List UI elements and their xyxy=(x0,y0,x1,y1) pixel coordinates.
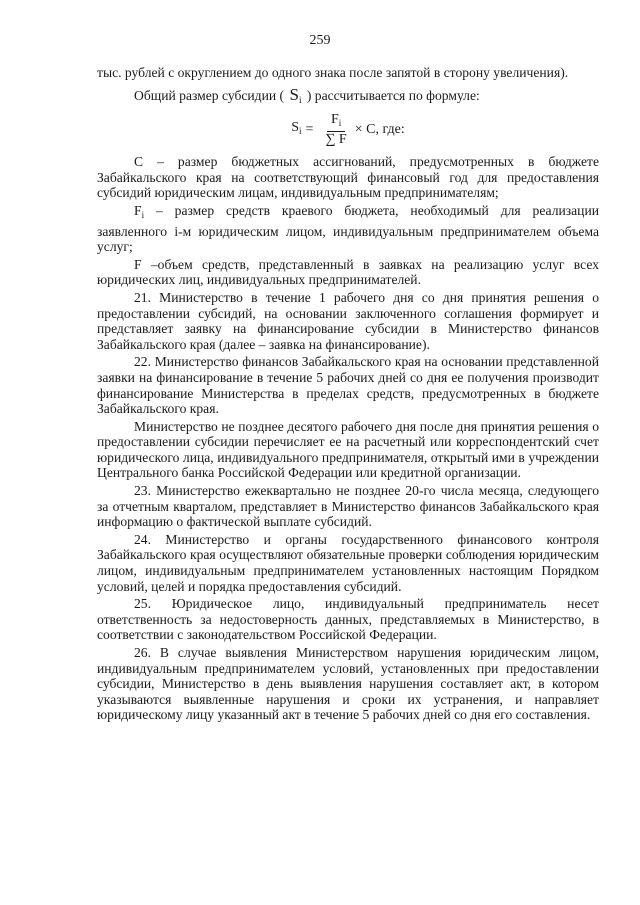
subsidy-symbol-subscript: i xyxy=(298,94,302,105)
subsidy-formula xyxy=(97,112,599,148)
paragraph-25: 25. Юридическое лицо, индивидуальный предприниматель несет ответственность за недостоверность данных, представляемых в Министерство, в соответствии с законодательством Российской Федерации. xyxy=(97,596,599,643)
paragraph-c-definition: C – размер бюджетных ассигнований, предусмотренных в бюджете Забайкальского края на соответствующий финансовый год для предоставления субсидий юридическим лицам, индивидуальным предпринимателям; xyxy=(97,154,599,201)
fi-definition-text: – размер средств краевого бюджета, необходимый для реализации заявленного i-м юридическим лицом, индивидуальным предпринимателем объема услуг; xyxy=(97,202,599,255)
paragraph-21: 21. Министерство в течение 1 рабочего дня со дня принятия решения о предоставлении субсидий, на основании заключенного соглашения формирует и представляет заявку на финансирование субсидии в Министерство финансов Забайкальского края (далее – заявка на финансирование). xyxy=(97,289,599,352)
formula-numerator-letter: F xyxy=(330,112,339,128)
formula-denominator: ∑ F xyxy=(325,132,347,148)
formula-tail: × C, где: xyxy=(354,122,405,138)
paragraph-22-continued: Министерство не позднее десятого рабочего дня после дня принятия решения о предоставлении субсидии перечисляет ее на расчетный или корреспондентский счет юридического лица, индивидуального предпринимателя, открытый ими в учреждении Центрального банка Российской Федерации или кредитной организации. xyxy=(97,418,599,481)
paragraph-continuation: тыс. рублей с округлением до одного знака после запятой в сторону увеличения). xyxy=(97,65,569,80)
intro-text-after: ) рассчитывается по формуле: xyxy=(306,87,480,103)
document-body xyxy=(97,65,599,725)
paragraph-subsidy-intro xyxy=(97,84,599,109)
paragraph-fi-definition xyxy=(97,203,599,255)
formula-numerator-subscript: i xyxy=(338,118,342,129)
formula-numerator xyxy=(327,112,345,132)
fi-subscript: i xyxy=(141,209,145,220)
formula-equals: = xyxy=(305,122,314,138)
intro-text-before: Общий размер субсидии ( xyxy=(134,87,285,103)
subsidy-symbol-letter: S xyxy=(289,84,299,104)
paragraph-f-definition: F –объем средств, представленный в заявках на реализацию услуг всех юридических лиц, индивидуальных предпринимателей. xyxy=(97,256,599,288)
paragraph-22: 22. Министерство финансов Забайкальского края на основании представленной заявки на финансирование в течение 5 рабочих дней со дня ее получения производит финансирование Министерства в пределах средств, предусмотренных в бюджете Забайкальского края. xyxy=(97,354,599,417)
paragraph-26: 26. В случае выявления Министерством нарушения юридическим лицом, индивидуальным предпринимателем условий, установленных при предоставлении субсидии, Министерство в день выявления нарушения составляет акт, в котором указываются выявленные нарушения и сроки их устранения, и направляет юридическому лицу указанный акт в течение 5 рабочих дней со дня его составления. xyxy=(97,645,599,723)
formula-lhs-letter: S xyxy=(291,120,300,136)
formula-lhs-subscript: i xyxy=(299,126,302,137)
fi-symbol: F xyxy=(134,202,142,218)
paragraph-23: 23. Министерство ежеквартально не позднее 20-го числа месяца, следующего за отчетным кварталом, представляет в Министерство финансов Забайкальского края информацию о фактической выплате субсидий. xyxy=(97,483,599,530)
formula-lhs xyxy=(291,120,301,140)
page-number: 259 xyxy=(309,33,331,48)
paragraph-24: 24. Министерство и органы государственного финансового контроля Забайкальского края осуществляют обязательные проверки соблюдения юридическим лицом, индивидуальным предпринимателем установленных настоящим Порядком условий, целей и порядка предоставления субсидий. xyxy=(97,531,599,594)
formula-fraction xyxy=(321,112,350,148)
subsidy-symbol xyxy=(287,85,303,104)
